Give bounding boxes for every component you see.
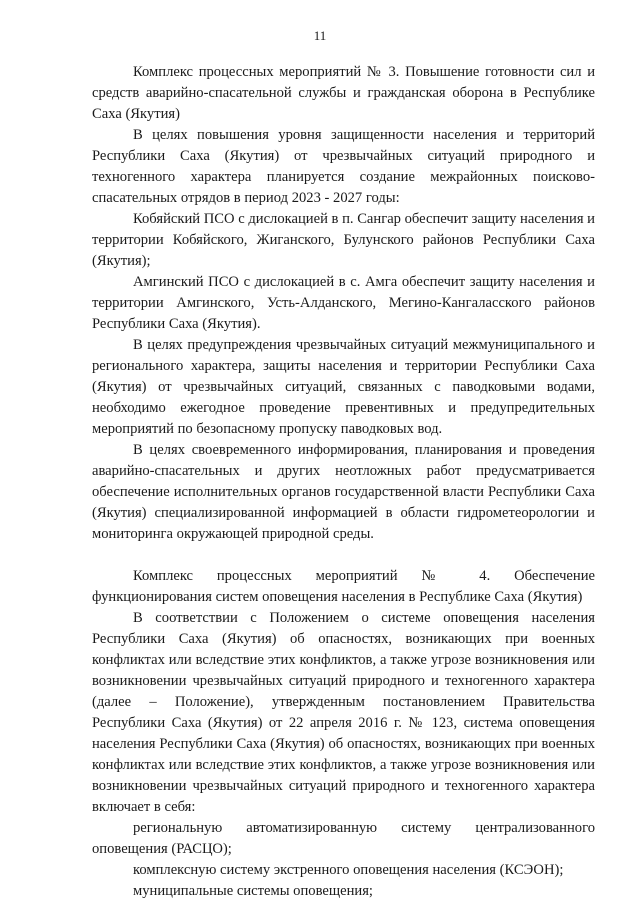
paragraph: В целях предупреждения чрезвычайных ситуаций межмуниципального и регионального характера, защиты населения и территории Республики Саха (Якутия) от чрезвычайных ситуаций, связанных с паводковыми водами, необходимо ежегодное проведение превентивных и предупредительных мероприятий по безопасному пропуску паводковых вод.: [92, 337, 595, 437]
paragraph: В соответствии с Положением о системе оповещения населения Республики Саха (Якутия) об опасностях, возникающих при военных конфликтах или вследствие этих конфликтов, а также угрозе возникновения или возникновении чрезвычайных ситуаций природного и техногенного характера (далее – Положение), утвержденным постановлением Правительства Республики Саха (Якутия) от 22 апреля 2016 г. № 123, система оповещения населения Республики Саха (Якутия) об опасностях, возникающих при военных конфликтах или вследствие этих конфликтов, а также угрозе возникновения или возникновении чрезвычайных ситуаций природного и техногенного характера включает в себя:: [92, 610, 595, 815]
section-complex-4: [92, 566, 595, 902]
paragraph: В целях повышения уровня защищенности населения и территорий Республики Саха (Якутия) от чрезвычайных ситуаций природного и техногенного характера планируется создание межрайонных поисково-спасательных отрядов в период 2023 - 2027 годы:: [92, 127, 595, 206]
paragraph: Кобяйский ПСО с дислокацией в п. Сангар обеспечит защиту населения и территории Кобяйского, Жиганского, Булунского районов Республики Саха (Якутия);: [92, 211, 595, 269]
section-heading: Комплекс процессных мероприятий № 4. Обеспечение функционирования систем оповещения населения в Республике Саха (Якутия): [92, 568, 595, 605]
section-spacer: [92, 545, 595, 566]
list-item: муниципальные системы оповещения;: [133, 883, 373, 899]
page-number: 11: [313, 28, 327, 43]
section-complex-3: [92, 62, 595, 545]
list-item: комплексную систему экстренного оповещения населения (КСЭОН);: [133, 862, 564, 878]
paragraph: Амгинский ПСО с дислокацией в с. Амга обеспечит защиту населения и территории Амгинского, Усть-Алданского, Мегино-Кангаласского районов Республики Саха (Якутия).: [92, 274, 595, 332]
paragraph: В целях своевременного информирования, планирования и проведения аварийно-спасательных и других неотложных работ предусматривается обеспечение исполнительных органов государственной власти Республики Саха (Якутия) специализированной информацией в области гидрометеорологии и мониторинга окружающей природной среды.: [92, 442, 595, 542]
list-item: региональную автоматизированную систему централизованного оповещения (РАСЦО);: [92, 820, 595, 857]
document-body: [92, 62, 595, 902]
section-heading: Комплекс процессных мероприятий № 3. Повышение готовности сил и средств аварийно-спасательной службы и гражданская оборона в Республике Саха (Якутия): [92, 64, 595, 122]
